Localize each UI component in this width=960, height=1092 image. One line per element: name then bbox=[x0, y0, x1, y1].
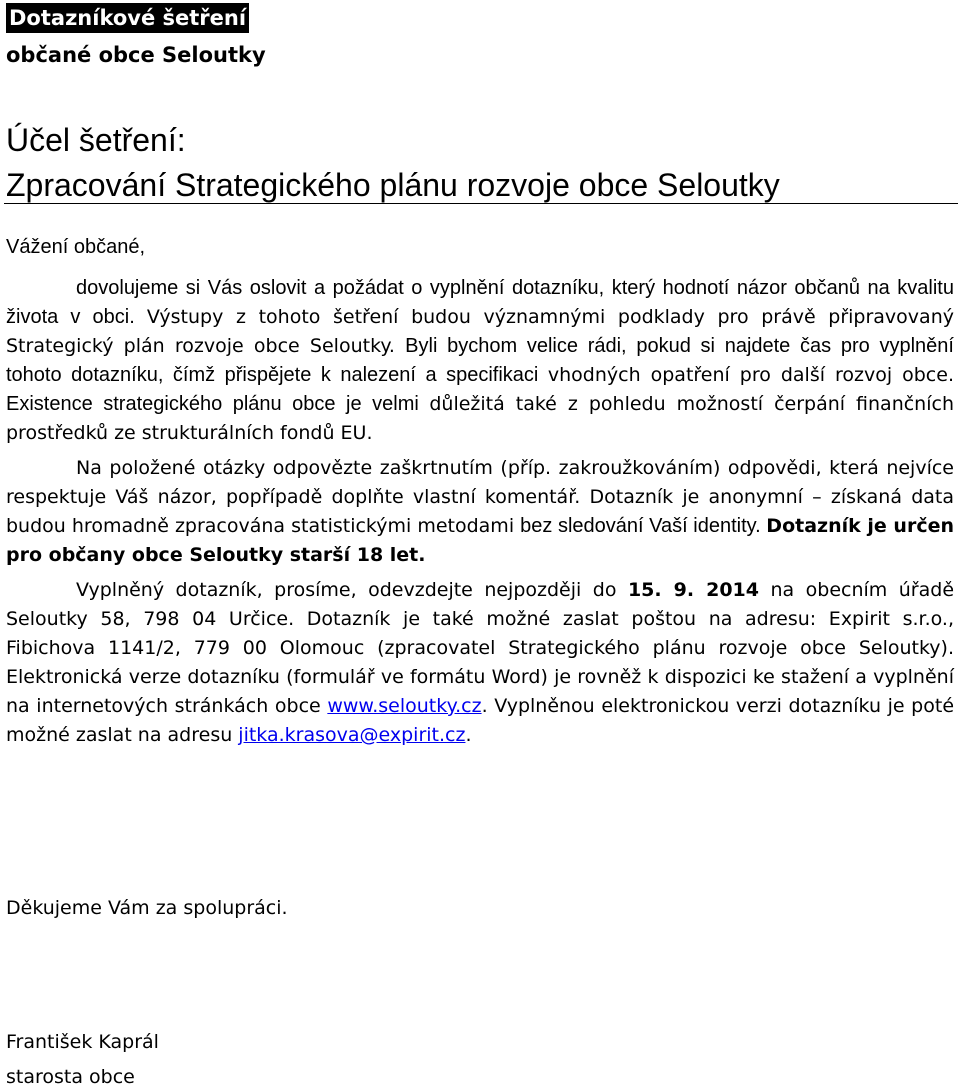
para2-text-a: Na položené otázky odpovězte zaškrtnutím (příp. zakroužkováním) odpovědi, která nejvíce respektuje Váš názor, popřípadě doplňte vlastní komentář. Dotazník je anonymní – získaná data budou hromadně zpracována statistickými metodami bbox=[6, 457, 954, 537]
purpose-label: Účel šetření: bbox=[6, 122, 186, 158]
para1-text-e: Existence strategického plánu obce je velmi bbox=[6, 393, 430, 415]
paragraph-submission bbox=[6, 576, 954, 750]
para1-text-a: dovolujeme si Vás oslovit a požádat o vyplnění dotazníku, který hodnotí názor občanů na kvalitu života v obci. bbox=[6, 277, 954, 328]
document-subtitle: občané obce Seloutky bbox=[6, 43, 266, 67]
para1-text-b: Výstupy z tohoto šetření budou významnými podklady pro právě připravovaný Strategický plán rozvoje obce Seloutky. bbox=[6, 306, 954, 357]
letter-body bbox=[6, 274, 954, 750]
para1-text-f: důležitá také z pohledu možností čerpání finančních prostředků ze strukturálních fondů EU. bbox=[6, 393, 954, 444]
document-title: Dotazníkové šetření bbox=[6, 3, 249, 33]
para3-text-b: na obecním úřadě Seloutky 58, 798 04 Určice. Dotazník je také možné zaslat poštou na adresu: Expirit s.r.o., Fibichova 1141/2, 779 00 Olomouc (zpracovatel Strategického plánu rozvoje obce Seloutky). Elektronická verze dotazníku (formulář ve formátu Word) je rovněž k dispozici ke stažení a vyplnění na internetových stránkách obce bbox=[6, 579, 955, 717]
para2-eligibility: Dotazník je určen pro občany obce Seloutky starší 18 let. bbox=[6, 515, 954, 566]
para1-text-c: Byli bychom velice rádi, pokud si najdete čas pro vyplnění tohoto dotazníku, čímž přispějete k nalezení a specifikaci bbox=[6, 335, 954, 386]
para3-text-d: . bbox=[465, 724, 472, 746]
deadline-date: 15. 9. 2014 bbox=[627, 579, 760, 601]
purpose-heading bbox=[6, 118, 956, 208]
heading-divider bbox=[4, 203, 958, 204]
para3-text-c: . Vyplněnou elektronickou verzi dotazníku je poté možné zaslat na adresu bbox=[6, 695, 955, 746]
signature-name: František Kaprál bbox=[6, 1031, 159, 1053]
para2-text-b: bez sledování Vaší identity. bbox=[520, 515, 767, 537]
website-link[interactable]: www.seloutky.cz bbox=[327, 695, 482, 717]
purpose-text: Zpracování Strategického plánu rozvoje obce Seloutky bbox=[6, 167, 780, 203]
para1-text-d: vhodných opatření pro další rozvoj obce. bbox=[547, 364, 954, 386]
signature-role: starosta obce bbox=[6, 1066, 135, 1088]
email-link[interactable]: jitka.krasova@expirit.cz bbox=[238, 724, 466, 746]
salutation: Vážení občané, bbox=[6, 236, 145, 258]
paragraph-instructions bbox=[6, 454, 954, 570]
paragraph-intro bbox=[6, 274, 954, 448]
para3-text-a: Vyplněný dotazník, prosíme, odevzdejte nejpozději do bbox=[76, 579, 628, 601]
closing-thanks: Děkujeme Vám za spolupráci. bbox=[6, 897, 288, 919]
